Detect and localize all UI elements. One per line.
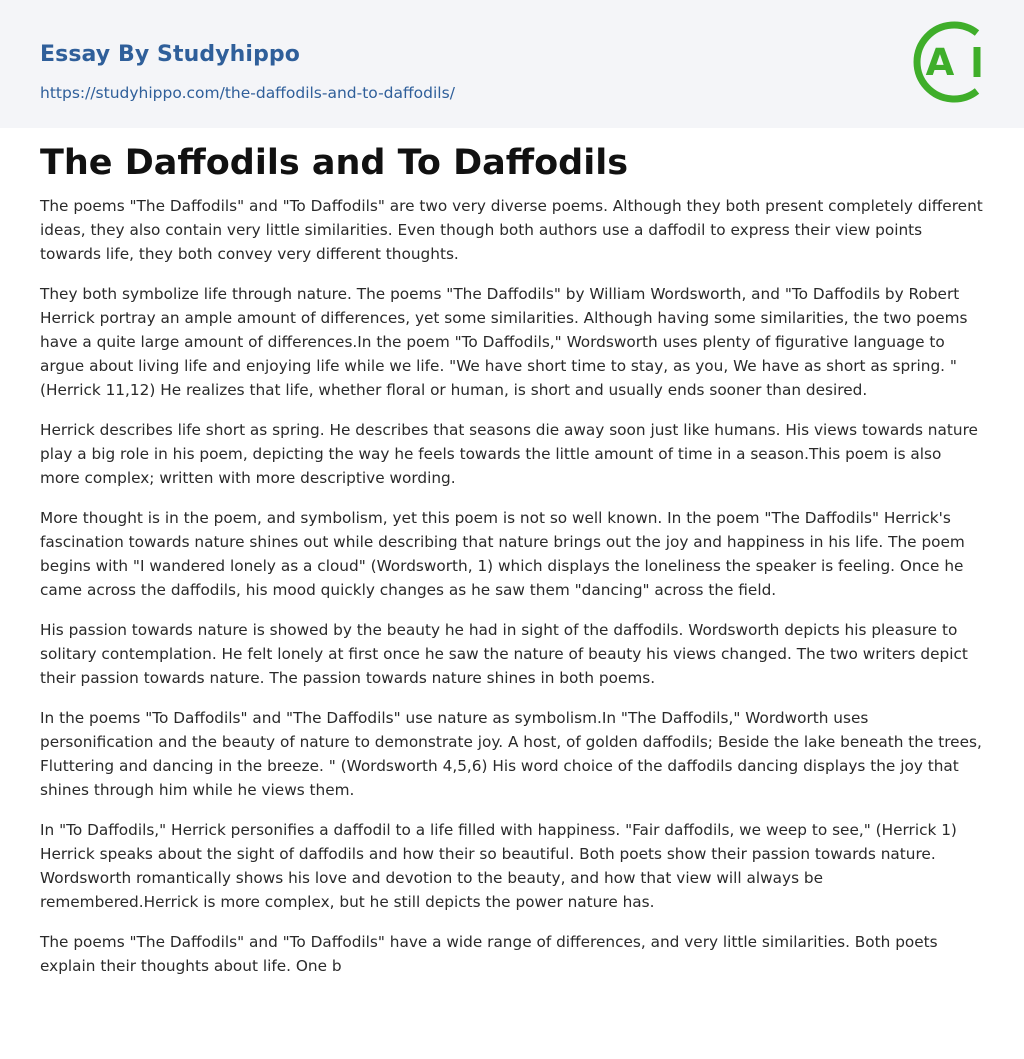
site-brand[interactable]: Essay By Studyhippo [40, 42, 300, 67]
studyhippo-logo-icon[interactable] [905, 17, 993, 107]
essay-paragraph: The poems "The Daffodils" and "To Daffodils" have a wide range of differences, and very little similarities. Both poets explain their thoughts about life. One b [40, 933, 938, 975]
essay-paragraph: They both symbolize life through nature. The poems "The Daffodils" by William Wordsworth, and "To Daffodils by Robert Herrick portray an ample amount of differences, yet some similarities. Although having some similarities, the two poems have a quite large amount of differences.In the poem "To Daffodils," Wordsworth uses plenty of figurative language to argue about living life and enjoying life while we life. "We have short time to stay, as you, We have as short as spring. " (Herrick 11,12) He realizes that life, whether floral or human, is short and usually ends sooner than desired. [40, 285, 968, 399]
logo-letter: A [925, 41, 955, 84]
essay-paragraph: His passion towards nature is showed by the beauty he had in sight of the daffodils. Wordsworth depicts his pleasure to solitary contemplation. He felt lonely at first once he saw the nature of beauty his views changed. The two writers depict their passion towards nature. The passion towards nature shines in both poems. [40, 621, 968, 687]
site-header [0, 0, 1024, 128]
essay-paragraph: In the poems "To Daffodils" and "The Daffodils" use nature as symbolism.In "The Daffodils," Wordworth uses personification and the beauty of nature to demonstrate joy. A host, of golden daffodils; Beside the lake beneath the trees, Fluttering and dancing in the breeze. " (Wordsworth 4,5,6) His word choice of the daffodils dancing displays the joy that shines through him while he views them. [40, 709, 982, 799]
essay-url-link[interactable]: https://studyhippo.com/the-daffodils-and-to-daffodils/ [40, 84, 455, 102]
essay-body [40, 194, 984, 994]
essay-paragraph: In "To Daffodils," Herrick personifies a daffodil to a life filled with happiness. "Fair daffodils, we weep to see," (Herrick 1) Herrick speaks about the sight of daffodils and how their so beautiful. Both poets show their passion towards nature. Wordsworth romantically shows his love and devotion to the beauty, and how that view will always be remembered.Herrick is more complex, but he still depicts the power nature has. [40, 821, 957, 911]
essay-title: The Daffodils and To Daffodils [40, 143, 629, 183]
essay-paragraph: The poems "The Daffodils" and "To Daffodils" are two very diverse poems. Although they both present completely different ideas, they also contain very little similarities. Even though both authors use a daffodil to express their view points towards life, they both convey very different thoughts. [40, 197, 983, 263]
essay-paragraph: Herrick describes life short as spring. He describes that seasons die away soon just like humans. His views towards nature play a big role in his poem, depicting the way he feels towards the little amount of time in a season.This poem is also more complex; written with more descriptive wording. [40, 421, 978, 487]
essay-paragraph: More thought is in the poem, and symbolism, yet this poem is not so well known. In the poem "The Daffodils" Herrick's fascination towards nature shines out while describing that nature brings out the joy and happiness in his life. The poem begins with "I wandered lonely as a cloud" (Wordsworth, 1) which displays the loneliness the speaker is feeling. Once he came across the daffodils, his mood quickly changes as he saw them "dancing" across the field. [40, 509, 965, 599]
